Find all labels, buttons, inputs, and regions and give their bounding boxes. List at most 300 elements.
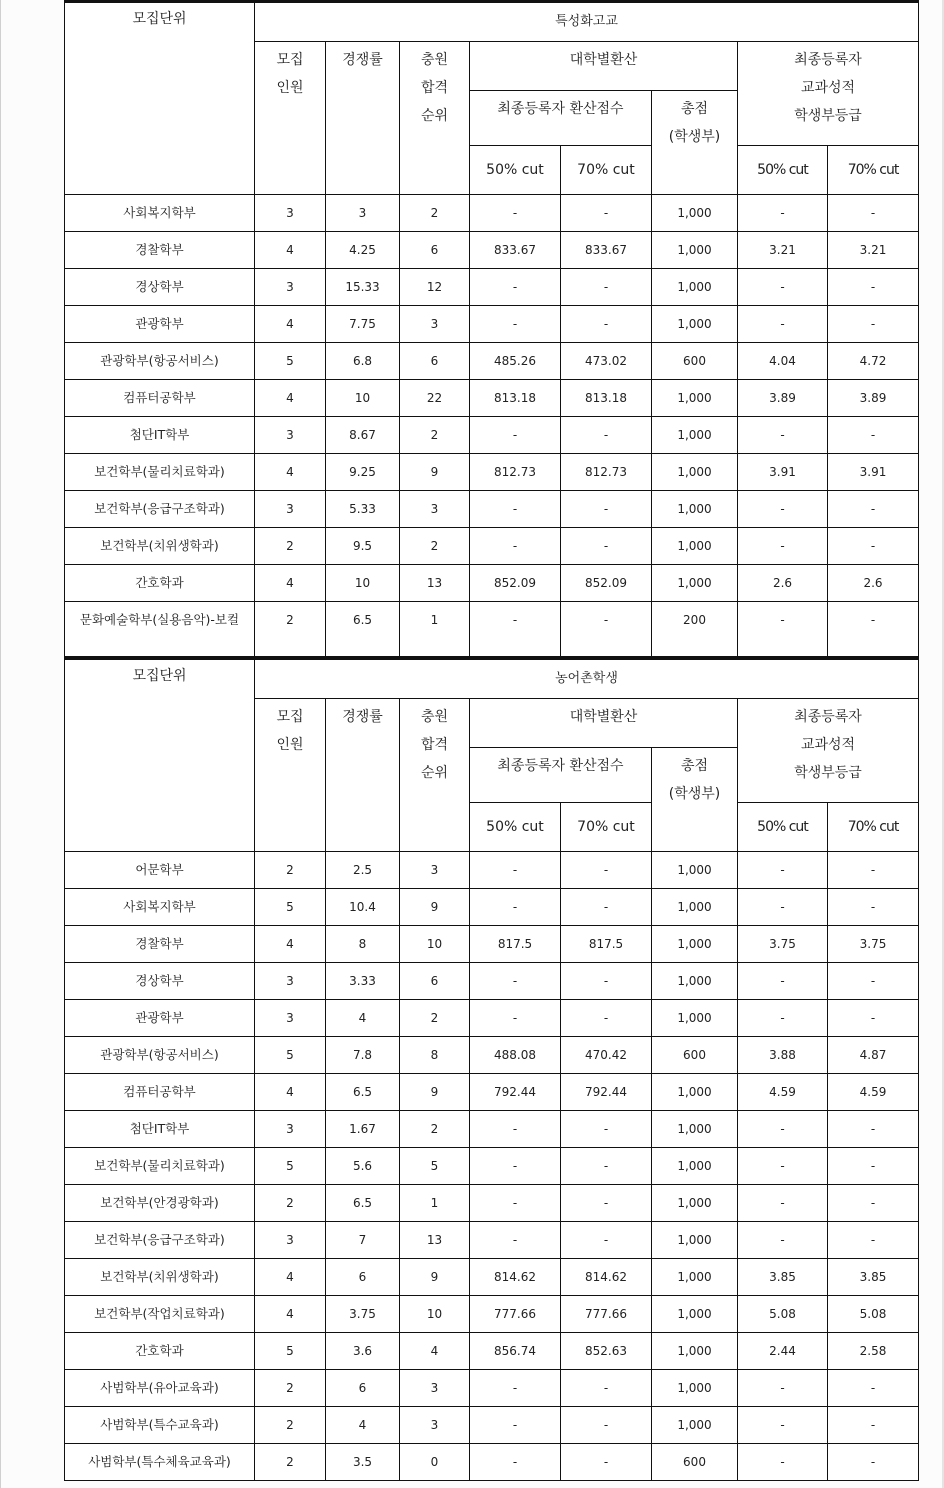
unit-name: 간호학과 <box>65 1333 255 1370</box>
competition-rate: 6.5 <box>326 1074 400 1111</box>
table-row <box>65 1185 919 1222</box>
recruit-count: 2 <box>255 1444 326 1481</box>
grade-50-cut: - <box>738 417 828 454</box>
grade-50-cut: - <box>738 1111 828 1148</box>
score-70-cut: - <box>561 852 652 889</box>
grade-70-cut: - <box>828 889 919 926</box>
score-70-cut: - <box>561 306 652 343</box>
header-total: 총점 (학생부) <box>652 748 738 852</box>
score-50-cut: 856.74 <box>470 1333 561 1370</box>
recruit-count: 4 <box>255 1296 326 1333</box>
grade-50-cut: 3.75 <box>738 926 828 963</box>
recruit-count: 3 <box>255 491 326 528</box>
recruit-count: 3 <box>255 963 326 1000</box>
grade-70-cut: - <box>828 1185 919 1222</box>
header-final-score: 최종등록자 환산점수 <box>470 91 652 146</box>
total-score: 600 <box>652 343 738 380</box>
waitlist-rank: 6 <box>400 963 470 1000</box>
page-left-border <box>0 0 1 1488</box>
unit-name: 관광학부(항공서비스) <box>65 343 255 380</box>
waitlist-rank: 5 <box>400 1148 470 1185</box>
score-70-cut: - <box>561 528 652 565</box>
table-row <box>65 454 919 491</box>
unit-name: 컴퓨터공학부 <box>65 1074 255 1111</box>
waitlist-rank: 13 <box>400 565 470 602</box>
score-50-cut: 792.44 <box>470 1074 561 1111</box>
grade-70-cut: - <box>828 491 919 528</box>
waitlist-rank: 3 <box>400 852 470 889</box>
header-score-70-cut: 70% cut <box>561 803 652 852</box>
waitlist-rank: 1 <box>400 602 470 657</box>
unit-name: 관광학부(항공서비스) <box>65 1037 255 1074</box>
score-50-cut: 833.67 <box>470 232 561 269</box>
total-score: 1,000 <box>652 380 738 417</box>
waitlist-rank: 3 <box>400 1407 470 1444</box>
recruit-count: 2 <box>255 528 326 565</box>
score-50-cut: 814.62 <box>470 1259 561 1296</box>
total-score: 1,000 <box>652 1000 738 1037</box>
section-title: 농어촌학생 <box>255 659 919 699</box>
grade-50-cut: - <box>738 1185 828 1222</box>
recruit-count: 5 <box>255 1333 326 1370</box>
table-row <box>65 1111 919 1148</box>
recruit-count: 3 <box>255 195 326 232</box>
waitlist-rank: 0 <box>400 1444 470 1481</box>
waitlist-rank: 2 <box>400 195 470 232</box>
score-50-cut: 812.73 <box>470 454 561 491</box>
table-row <box>65 343 919 380</box>
table-row <box>65 1333 919 1370</box>
score-70-cut: - <box>561 1370 652 1407</box>
score-70-cut: - <box>561 963 652 1000</box>
table-row <box>65 852 919 889</box>
recruit-count: 5 <box>255 1037 326 1074</box>
grade-50-cut: - <box>738 889 828 926</box>
competition-rate: 3.33 <box>326 963 400 1000</box>
competition-rate: 1.67 <box>326 1111 400 1148</box>
header-recruit: 모집 인원 <box>255 699 326 852</box>
grade-50-cut: 4.04 <box>738 343 828 380</box>
recruit-count: 2 <box>255 852 326 889</box>
unit-name: 첨단IT학부 <box>65 417 255 454</box>
score-70-cut: - <box>561 1111 652 1148</box>
score-70-cut: - <box>561 491 652 528</box>
total-score: 1,000 <box>652 1333 738 1370</box>
grade-50-cut: 3.91 <box>738 454 828 491</box>
table-row <box>65 417 919 454</box>
waitlist-rank: 2 <box>400 1111 470 1148</box>
score-70-cut: 852.63 <box>561 1333 652 1370</box>
grade-70-cut: 3.75 <box>828 926 919 963</box>
competition-rate: 3.6 <box>326 1333 400 1370</box>
header-score-50-cut: 50% cut <box>470 803 561 852</box>
score-50-cut: - <box>470 306 561 343</box>
waitlist-rank: 12 <box>400 269 470 306</box>
unit-name: 첨단IT학부 <box>65 1111 255 1148</box>
competition-rate: 2.5 <box>326 852 400 889</box>
score-50-cut: - <box>470 1370 561 1407</box>
recruit-count: 2 <box>255 602 326 657</box>
score-70-cut: - <box>561 889 652 926</box>
table-row <box>65 1296 919 1333</box>
section-title: 특성화고교 <box>255 2 919 42</box>
grade-70-cut: 4.87 <box>828 1037 919 1074</box>
grade-70-cut: 5.08 <box>828 1296 919 1333</box>
grade-70-cut: - <box>828 1111 919 1148</box>
score-70-cut: - <box>561 602 652 657</box>
unit-name: 보건학부(안경광학과) <box>65 1185 255 1222</box>
total-score: 1,000 <box>652 232 738 269</box>
grade-70-cut: - <box>828 1370 919 1407</box>
unit-name: 보건학부(치위생학과) <box>65 1259 255 1296</box>
score-50-cut: - <box>470 1185 561 1222</box>
header-competition: 경쟁률 <box>326 42 400 195</box>
competition-rate: 7 <box>326 1222 400 1259</box>
score-70-cut: - <box>561 417 652 454</box>
waitlist-rank: 9 <box>400 454 470 491</box>
header-unit: 모집단위 <box>65 2 255 195</box>
table-row <box>65 1370 919 1407</box>
grade-70-cut: 2.58 <box>828 1333 919 1370</box>
table-row <box>65 1407 919 1444</box>
unit-name: 관광학부 <box>65 1000 255 1037</box>
recruit-count: 5 <box>255 1148 326 1185</box>
competition-rate: 6.5 <box>326 1185 400 1222</box>
recruit-count: 5 <box>255 343 326 380</box>
unit-name: 보건학부(응급구조학과) <box>65 1222 255 1259</box>
score-50-cut: - <box>470 889 561 926</box>
grade-70-cut: - <box>828 269 919 306</box>
score-70-cut: 473.02 <box>561 343 652 380</box>
competition-rate: 6.5 <box>326 602 400 657</box>
grade-50-cut: - <box>738 1222 828 1259</box>
waitlist-rank: 9 <box>400 889 470 926</box>
score-50-cut: - <box>470 1111 561 1148</box>
header-final-score: 최종등록자 환산점수 <box>470 748 652 803</box>
recruit-count: 2 <box>255 1185 326 1222</box>
grade-50-cut: - <box>738 1370 828 1407</box>
score-70-cut: - <box>561 1000 652 1037</box>
unit-name: 어문학부 <box>65 852 255 889</box>
competition-rate: 15.33 <box>326 269 400 306</box>
waitlist-rank: 13 <box>400 1222 470 1259</box>
table-row <box>65 889 919 926</box>
header-final-grade: 최종등록자 교과성적 학생부등급 <box>738 42 919 146</box>
waitlist-rank: 9 <box>400 1259 470 1296</box>
table-specialized-high-school <box>64 0 919 657</box>
grade-50-cut: - <box>738 491 828 528</box>
recruit-count: 3 <box>255 1111 326 1148</box>
competition-rate: 10.4 <box>326 889 400 926</box>
grade-50-cut: - <box>738 1148 828 1185</box>
score-50-cut: 852.09 <box>470 565 561 602</box>
unit-name: 보건학부(작업치료학과) <box>65 1296 255 1333</box>
table-row <box>65 1444 919 1481</box>
score-50-cut: - <box>470 269 561 306</box>
total-score: 1,000 <box>652 491 738 528</box>
score-50-cut: - <box>470 1407 561 1444</box>
unit-name: 경상학부 <box>65 269 255 306</box>
recruit-count: 4 <box>255 1074 326 1111</box>
total-score: 1,000 <box>652 1222 738 1259</box>
unit-name: 관광학부 <box>65 306 255 343</box>
score-50-cut: 485.26 <box>470 343 561 380</box>
unit-name: 사회복지학부 <box>65 195 255 232</box>
grade-50-cut: 3.85 <box>738 1259 828 1296</box>
total-score: 1,000 <box>652 1259 738 1296</box>
table-row <box>65 1148 919 1185</box>
grade-70-cut: - <box>828 1444 919 1481</box>
competition-rate: 5.6 <box>326 1148 400 1185</box>
grade-70-cut: - <box>828 1148 919 1185</box>
total-score: 1,000 <box>652 852 738 889</box>
competition-rate: 3.5 <box>326 1444 400 1481</box>
competition-rate: 4 <box>326 1407 400 1444</box>
recruit-count: 4 <box>255 565 326 602</box>
grade-70-cut: - <box>828 195 919 232</box>
header-total: 총점 (학생부) <box>652 91 738 195</box>
competition-rate: 4 <box>326 1000 400 1037</box>
total-score: 1,000 <box>652 963 738 1000</box>
score-50-cut: - <box>470 1222 561 1259</box>
waitlist-rank: 10 <box>400 926 470 963</box>
recruit-count: 4 <box>255 232 326 269</box>
competition-rate: 8 <box>326 926 400 963</box>
total-score: 1,000 <box>652 269 738 306</box>
unit-name: 경상학부 <box>65 963 255 1000</box>
score-50-cut: - <box>470 1000 561 1037</box>
waitlist-rank: 22 <box>400 380 470 417</box>
grade-50-cut: - <box>738 269 828 306</box>
header-grade-70-cut: 70% cut <box>828 803 919 852</box>
total-score: 1,000 <box>652 926 738 963</box>
header-waitlist-rank: 충원 합격 순위 <box>400 699 470 852</box>
score-50-cut: - <box>470 963 561 1000</box>
score-70-cut: 814.62 <box>561 1259 652 1296</box>
unit-name: 컴퓨터공학부 <box>65 380 255 417</box>
score-50-cut: - <box>470 1148 561 1185</box>
total-score: 1,000 <box>652 306 738 343</box>
header-univ-conversion: 대학별환산 <box>470 699 738 748</box>
total-score: 1,000 <box>652 1370 738 1407</box>
table-row <box>65 963 919 1000</box>
recruit-count: 4 <box>255 454 326 491</box>
grade-70-cut: 2.6 <box>828 565 919 602</box>
total-score: 200 <box>652 602 738 657</box>
recruit-count: 3 <box>255 1000 326 1037</box>
competition-rate: 9.5 <box>326 528 400 565</box>
table-row <box>65 491 919 528</box>
grade-50-cut: - <box>738 1000 828 1037</box>
recruit-count: 4 <box>255 306 326 343</box>
grade-50-cut: 3.21 <box>738 232 828 269</box>
total-score: 1,000 <box>652 889 738 926</box>
grade-50-cut: - <box>738 195 828 232</box>
score-50-cut: - <box>470 602 561 657</box>
table-rural-students <box>64 657 919 1481</box>
header-recruit: 모집 인원 <box>255 42 326 195</box>
table-row <box>65 528 919 565</box>
waitlist-rank: 4 <box>400 1333 470 1370</box>
grade-50-cut: - <box>738 306 828 343</box>
competition-rate: 6.8 <box>326 343 400 380</box>
total-score: 1,000 <box>652 528 738 565</box>
total-score: 1,000 <box>652 1296 738 1333</box>
competition-rate: 3.75 <box>326 1296 400 1333</box>
header-waitlist-rank: 충원 합격 순위 <box>400 42 470 195</box>
recruit-count: 4 <box>255 926 326 963</box>
unit-name: 사범학부(유아교육과) <box>65 1370 255 1407</box>
score-50-cut: 813.18 <box>470 380 561 417</box>
recruit-count: 4 <box>255 1259 326 1296</box>
score-70-cut: - <box>561 1444 652 1481</box>
table-row <box>65 1222 919 1259</box>
competition-rate: 4.25 <box>326 232 400 269</box>
grade-70-cut: - <box>828 1407 919 1444</box>
grade-50-cut: 5.08 <box>738 1296 828 1333</box>
header-score-50-cut: 50% cut <box>470 146 561 195</box>
competition-rate: 6 <box>326 1370 400 1407</box>
unit-name: 경찰학부 <box>65 926 255 963</box>
competition-rate: 5.33 <box>326 491 400 528</box>
unit-name: 사범학부(특수체육교육과) <box>65 1444 255 1481</box>
competition-rate: 7.8 <box>326 1037 400 1074</box>
total-score: 600 <box>652 1444 738 1481</box>
header-final-grade: 최종등록자 교과성적 학생부등급 <box>738 699 919 803</box>
waitlist-rank: 6 <box>400 343 470 380</box>
waitlist-rank: 6 <box>400 232 470 269</box>
header-score-70-cut: 70% cut <box>561 146 652 195</box>
table-row <box>65 565 919 602</box>
waitlist-rank: 3 <box>400 306 470 343</box>
score-70-cut: - <box>561 1185 652 1222</box>
score-70-cut: - <box>561 269 652 306</box>
grade-70-cut: 4.72 <box>828 343 919 380</box>
competition-rate: 9.25 <box>326 454 400 491</box>
admission-results <box>64 0 918 1481</box>
waitlist-rank: 2 <box>400 1000 470 1037</box>
grade-50-cut: 2.44 <box>738 1333 828 1370</box>
table-row <box>65 380 919 417</box>
header-grade-70-cut: 70% cut <box>828 146 919 195</box>
grade-70-cut: - <box>828 1222 919 1259</box>
unit-name: 사범학부(특수교육과) <box>65 1407 255 1444</box>
competition-rate: 10 <box>326 565 400 602</box>
total-score: 1,000 <box>652 417 738 454</box>
recruit-count: 4 <box>255 380 326 417</box>
grade-70-cut: 4.59 <box>828 1074 919 1111</box>
unit-name: 보건학부(응급구조학과) <box>65 491 255 528</box>
table-row <box>65 1259 919 1296</box>
unit-name: 보건학부(물리치료학과) <box>65 1148 255 1185</box>
grade-50-cut: - <box>738 963 828 1000</box>
grade-70-cut: 3.21 <box>828 232 919 269</box>
grade-70-cut: - <box>828 417 919 454</box>
grade-50-cut: 3.88 <box>738 1037 828 1074</box>
header-competition: 경쟁률 <box>326 699 400 852</box>
total-score: 1,000 <box>652 565 738 602</box>
waitlist-rank: 8 <box>400 1037 470 1074</box>
competition-rate: 7.75 <box>326 306 400 343</box>
grade-50-cut: - <box>738 1407 828 1444</box>
table-row <box>65 306 919 343</box>
grade-50-cut: 4.59 <box>738 1074 828 1111</box>
table-row <box>65 232 919 269</box>
header-univ-conversion: 대학별환산 <box>470 42 738 91</box>
waitlist-rank: 3 <box>400 1370 470 1407</box>
score-70-cut: - <box>561 1222 652 1259</box>
competition-rate: 8.67 <box>326 417 400 454</box>
score-50-cut: - <box>470 1444 561 1481</box>
table-row <box>65 1037 919 1074</box>
table-row <box>65 1074 919 1111</box>
unit-name: 보건학부(치위생학과) <box>65 528 255 565</box>
grade-70-cut: - <box>828 963 919 1000</box>
score-50-cut: 817.5 <box>470 926 561 963</box>
unit-name: 사회복지학부 <box>65 889 255 926</box>
score-70-cut: - <box>561 195 652 232</box>
score-50-cut: - <box>470 195 561 232</box>
recruit-count: 3 <box>255 269 326 306</box>
table-row <box>65 195 919 232</box>
competition-rate: 6 <box>326 1259 400 1296</box>
header-grade-50-cut: 50% cut <box>738 803 828 852</box>
table-row <box>65 602 919 657</box>
waitlist-rank: 10 <box>400 1296 470 1333</box>
grade-50-cut: - <box>738 602 828 657</box>
grade-70-cut: - <box>828 852 919 889</box>
score-70-cut: 813.18 <box>561 380 652 417</box>
grade-70-cut: - <box>828 602 919 657</box>
score-70-cut: 792.44 <box>561 1074 652 1111</box>
competition-rate: 10 <box>326 380 400 417</box>
recruit-count: 2 <box>255 1407 326 1444</box>
total-score: 1,000 <box>652 195 738 232</box>
grade-70-cut: - <box>828 528 919 565</box>
table-row <box>65 1000 919 1037</box>
grade-50-cut: - <box>738 852 828 889</box>
total-score: 1,000 <box>652 454 738 491</box>
grade-70-cut: - <box>828 306 919 343</box>
competition-rate: 3 <box>326 195 400 232</box>
waitlist-rank: 3 <box>400 491 470 528</box>
waitlist-rank: 2 <box>400 528 470 565</box>
score-50-cut: - <box>470 417 561 454</box>
total-score: 600 <box>652 1037 738 1074</box>
table-row <box>65 926 919 963</box>
unit-name: 보건학부(물리치료학과) <box>65 454 255 491</box>
grade-70-cut: 3.85 <box>828 1259 919 1296</box>
grade-50-cut: - <box>738 1444 828 1481</box>
recruit-count: 2 <box>255 1370 326 1407</box>
recruit-count: 5 <box>255 889 326 926</box>
score-70-cut: - <box>561 1407 652 1444</box>
grade-50-cut: 2.6 <box>738 565 828 602</box>
total-score: 1,000 <box>652 1074 738 1111</box>
score-50-cut: 488.08 <box>470 1037 561 1074</box>
score-50-cut: - <box>470 528 561 565</box>
grade-70-cut: - <box>828 1000 919 1037</box>
unit-name: 경찰학부 <box>65 232 255 269</box>
total-score: 1,000 <box>652 1407 738 1444</box>
recruit-count: 3 <box>255 1222 326 1259</box>
header-unit: 모집단위 <box>65 659 255 852</box>
score-50-cut: - <box>470 852 561 889</box>
grade-70-cut: 3.89 <box>828 380 919 417</box>
total-score: 1,000 <box>652 1111 738 1148</box>
grade-70-cut: 3.91 <box>828 454 919 491</box>
score-70-cut: 833.67 <box>561 232 652 269</box>
